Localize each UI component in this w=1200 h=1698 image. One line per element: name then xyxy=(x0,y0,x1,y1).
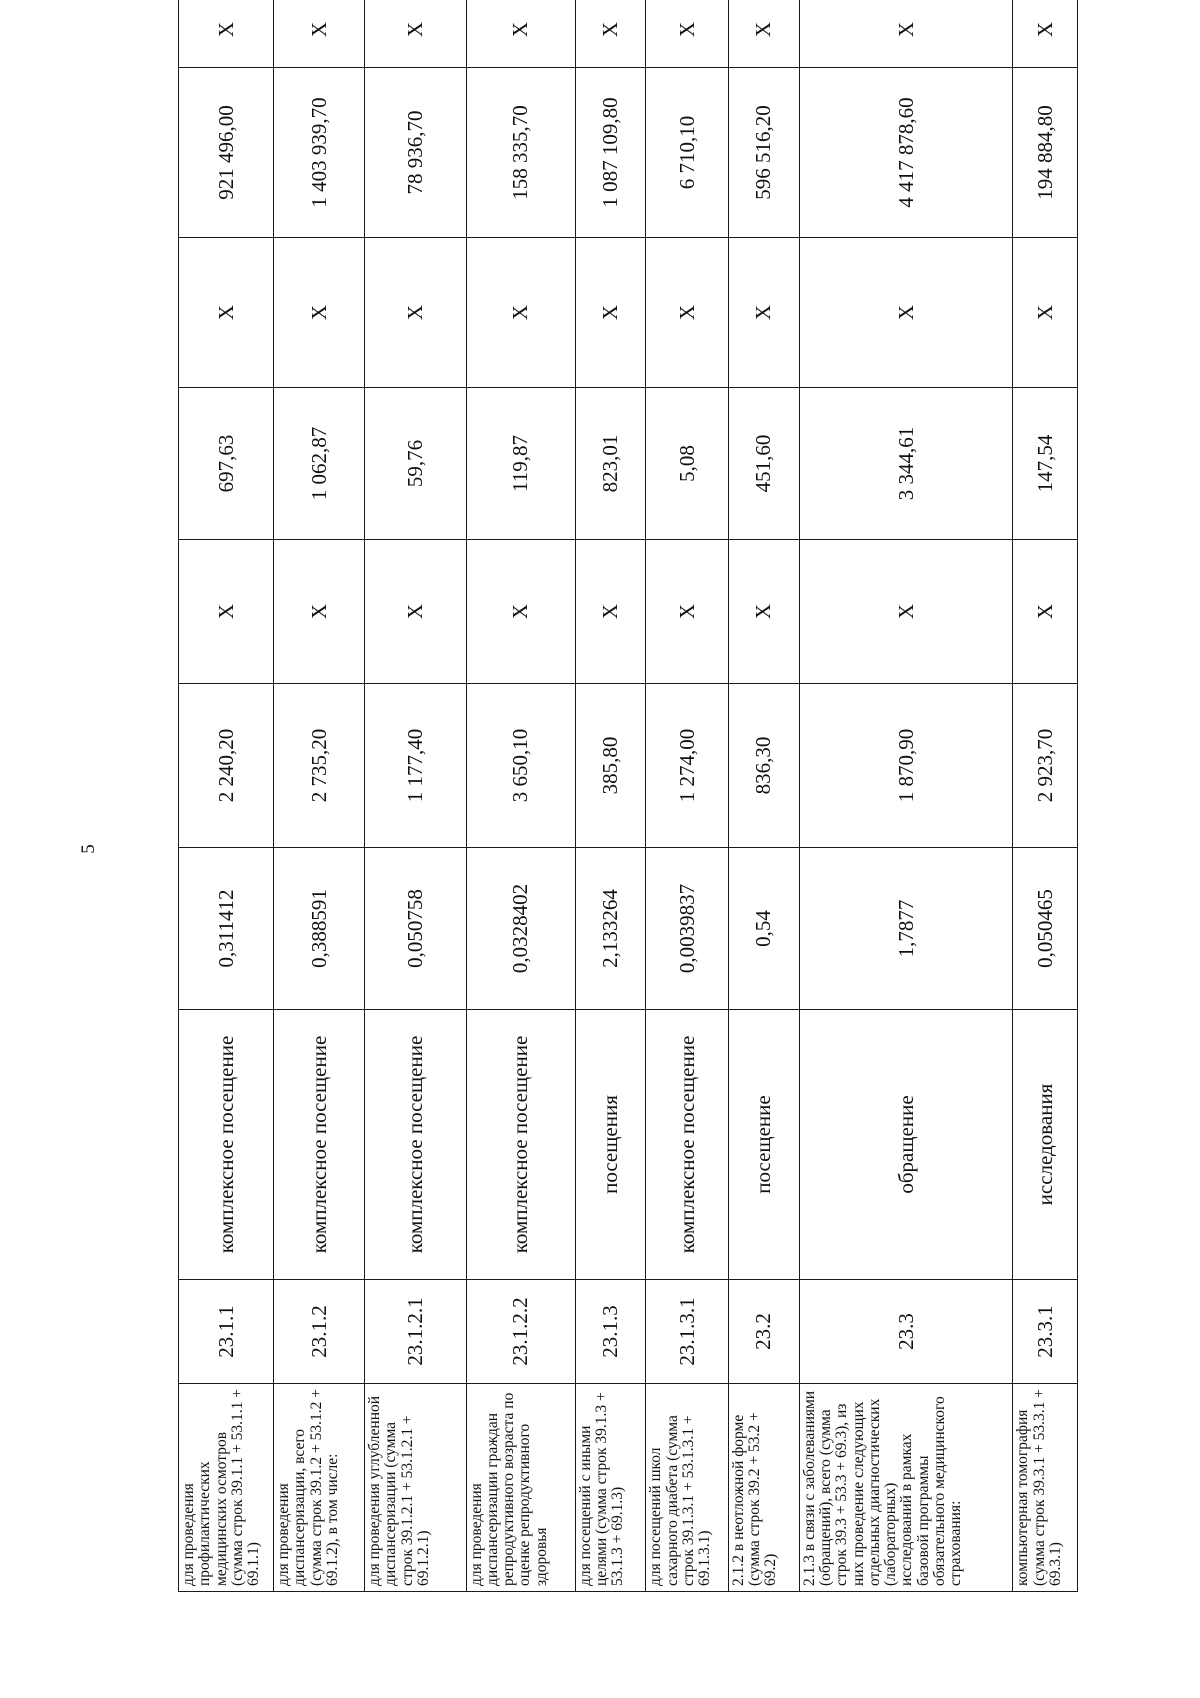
unit-cost-cell: 1 177,40 xyxy=(365,684,467,848)
budget-per-capita-cell: X xyxy=(575,540,646,684)
unit-cost-cell: 2 735,20 xyxy=(274,684,365,848)
volume-norm-cell: 0,311412 xyxy=(179,848,274,1010)
budget-per-capita-cell: X xyxy=(799,540,1013,684)
table-row xyxy=(1013,0,1078,1592)
table-row xyxy=(728,0,799,1592)
share-cell: X xyxy=(365,0,467,68)
row-code-cell: 23.3 xyxy=(799,1280,1013,1384)
table-row xyxy=(646,0,728,1592)
oms-per-capita-cell: 59,76 xyxy=(365,388,467,540)
unit-cell: исследования xyxy=(1013,1010,1078,1280)
share-cell: X xyxy=(799,0,1013,68)
budget-per-capita-cell: X xyxy=(274,540,365,684)
table-row xyxy=(274,0,365,1592)
budget-per-capita-cell: X xyxy=(1013,540,1078,684)
budget-per-capita-cell: X xyxy=(728,540,799,684)
volume-norm-cell: 0,388591 xyxy=(274,848,365,1010)
rotated-table-container xyxy=(178,0,1078,1592)
unit-cell: комплексное посещение xyxy=(179,1010,274,1280)
page-number: 5 xyxy=(77,844,99,854)
budget-total-cell: X xyxy=(365,238,467,388)
budget-per-capita-cell: X xyxy=(646,540,728,684)
unit-cost-cell: 1 274,00 xyxy=(646,684,728,848)
row-code-cell: 23.1.2 xyxy=(274,1280,365,1384)
budget-total-cell: X xyxy=(179,238,274,388)
budget-per-capita-cell: X xyxy=(179,540,274,684)
unit-cell: обращение xyxy=(799,1010,1013,1280)
oms-total-cell: 158 335,70 xyxy=(466,68,575,238)
row-code-cell: 23.2 xyxy=(728,1280,799,1384)
row-code-cell: 23.1.3.1 xyxy=(646,1280,728,1384)
row-name-cell: для проведения диспансеризации граждан репродуктивного возраста по оценке репродуктивного здоровья xyxy=(466,1384,575,1592)
row-name-cell: для посещений школ сахарного диабета (сумма строк 39.1.3.1 + 53.1.3.1 + 69.1.3.1) xyxy=(646,1384,728,1592)
unit-cost-cell: 3 650,10 xyxy=(466,684,575,848)
oms-per-capita-cell: 451,60 xyxy=(728,388,799,540)
budget-per-capita-cell: X xyxy=(466,540,575,684)
row-code-cell: 23.1.3 xyxy=(575,1280,646,1384)
row-name-cell: для проведения углубленной диспансеризации (сумма строк 39.1.2.1 + 53.1.2.1 + 69.1.2.1) xyxy=(365,1384,467,1592)
row-code-cell: 23.1.1 xyxy=(179,1280,274,1384)
row-name-cell: компьютерная томография (сумма строк 39.3.1 + 53.3.1 + 69.3.1) xyxy=(1013,1384,1078,1592)
oms-per-capita-cell: 119,87 xyxy=(466,388,575,540)
volume-norm-cell: 1,7877 xyxy=(799,848,1013,1010)
unit-cell: посещение xyxy=(728,1010,799,1280)
row-name-cell: для проведения профилактических медицинских осмотров (сумма строк 39.1.1 + 53.1.1 + 69.1.1) xyxy=(179,1384,274,1592)
oms-total-cell: 596 516,20 xyxy=(728,68,799,238)
share-cell: X xyxy=(1013,0,1078,68)
row-code-cell: 23.3.1 xyxy=(1013,1280,1078,1384)
row-name-cell: 2.1.2 в неотложной форме (сумма строк 39.2 + 53.2 + 69.2) xyxy=(728,1384,799,1592)
unit-cost-cell: 836,30 xyxy=(728,684,799,848)
unit-cell: комплексное посещение xyxy=(646,1010,728,1280)
table-row xyxy=(179,0,274,1592)
oms-total-cell: 194 884,80 xyxy=(1013,68,1078,238)
oms-per-capita-cell: 697,63 xyxy=(179,388,274,540)
table-row xyxy=(575,0,646,1592)
oms-per-capita-cell: 823,01 xyxy=(575,388,646,540)
row-name-cell: 2.1.3 в связи с заболеваниями (обращений), всего (сумма строк 39.3 + 53.3 + 69.3), из них проведение следующих отдельных диагностических (лабораторных) исследований в рамках базовой программы обязательного медицинского страхования: xyxy=(799,1384,1013,1592)
row-name-cell: для посещений с иными целями (сумма строк 39.1.3 + 53.1.3 + 69.1.3) xyxy=(575,1384,646,1592)
oms-total-cell: 1 403 939,70 xyxy=(274,68,365,238)
budget-total-cell: X xyxy=(575,238,646,388)
oms-total-cell: 6 710,10 xyxy=(646,68,728,238)
row-code-cell: 23.1.2.2 xyxy=(466,1280,575,1384)
unit-cell: посещения xyxy=(575,1010,646,1280)
table-row xyxy=(466,0,575,1592)
unit-cell: комплексное посещение xyxy=(365,1010,467,1280)
unit-cell: комплексное посещение xyxy=(274,1010,365,1280)
volume-norm-cell: 0,050758 xyxy=(365,848,467,1010)
budget-total-cell: X xyxy=(799,238,1013,388)
unit-cost-cell: 2 240,20 xyxy=(179,684,274,848)
budget-total-cell: X xyxy=(646,238,728,388)
share-cell: X xyxy=(466,0,575,68)
volume-norm-cell: 2,133264 xyxy=(575,848,646,1010)
share-cell: X xyxy=(646,0,728,68)
unit-cost-cell: 2 923,70 xyxy=(1013,684,1078,848)
share-cell: X xyxy=(575,0,646,68)
volume-norm-cell: 0,050465 xyxy=(1013,848,1078,1010)
oms-per-capita-cell: 147,54 xyxy=(1013,388,1078,540)
share-cell: X xyxy=(274,0,365,68)
unit-cost-cell: 385,80 xyxy=(575,684,646,848)
volume-norm-cell: 0,0328402 xyxy=(466,848,575,1010)
unit-cost-cell: 1 870,90 xyxy=(799,684,1013,848)
budget-per-capita-cell: X xyxy=(365,540,467,684)
budget-total-cell: X xyxy=(274,238,365,388)
oms-total-cell: 1 087 109,80 xyxy=(575,68,646,238)
table-row xyxy=(365,0,467,1592)
volume-norm-cell: 0,54 xyxy=(728,848,799,1010)
oms-total-cell: 4 417 878,60 xyxy=(799,68,1013,238)
budget-total-cell: X xyxy=(728,238,799,388)
medical-care-norms-table xyxy=(178,0,1078,1592)
oms-per-capita-cell: 1 062,87 xyxy=(274,388,365,540)
budget-total-cell: X xyxy=(1013,238,1078,388)
share-cell: X xyxy=(179,0,274,68)
share-cell: X xyxy=(728,0,799,68)
oms-per-capita-cell: 5,08 xyxy=(646,388,728,540)
row-name-cell: для проведения диспансеризации, всего (сумма строк 39.1.2 + 53.1.2 + 69.1.2), в том числе: xyxy=(274,1384,365,1592)
oms-total-cell: 921 496,00 xyxy=(179,68,274,238)
budget-total-cell: X xyxy=(466,238,575,388)
volume-norm-cell: 0,0039837 xyxy=(646,848,728,1010)
table-row xyxy=(799,0,1013,1592)
row-code-cell: 23.1.2.1 xyxy=(365,1280,467,1384)
unit-cell: комплексное посещение xyxy=(466,1010,575,1280)
oms-total-cell: 78 936,70 xyxy=(365,68,467,238)
oms-per-capita-cell: 3 344,61 xyxy=(799,388,1013,540)
